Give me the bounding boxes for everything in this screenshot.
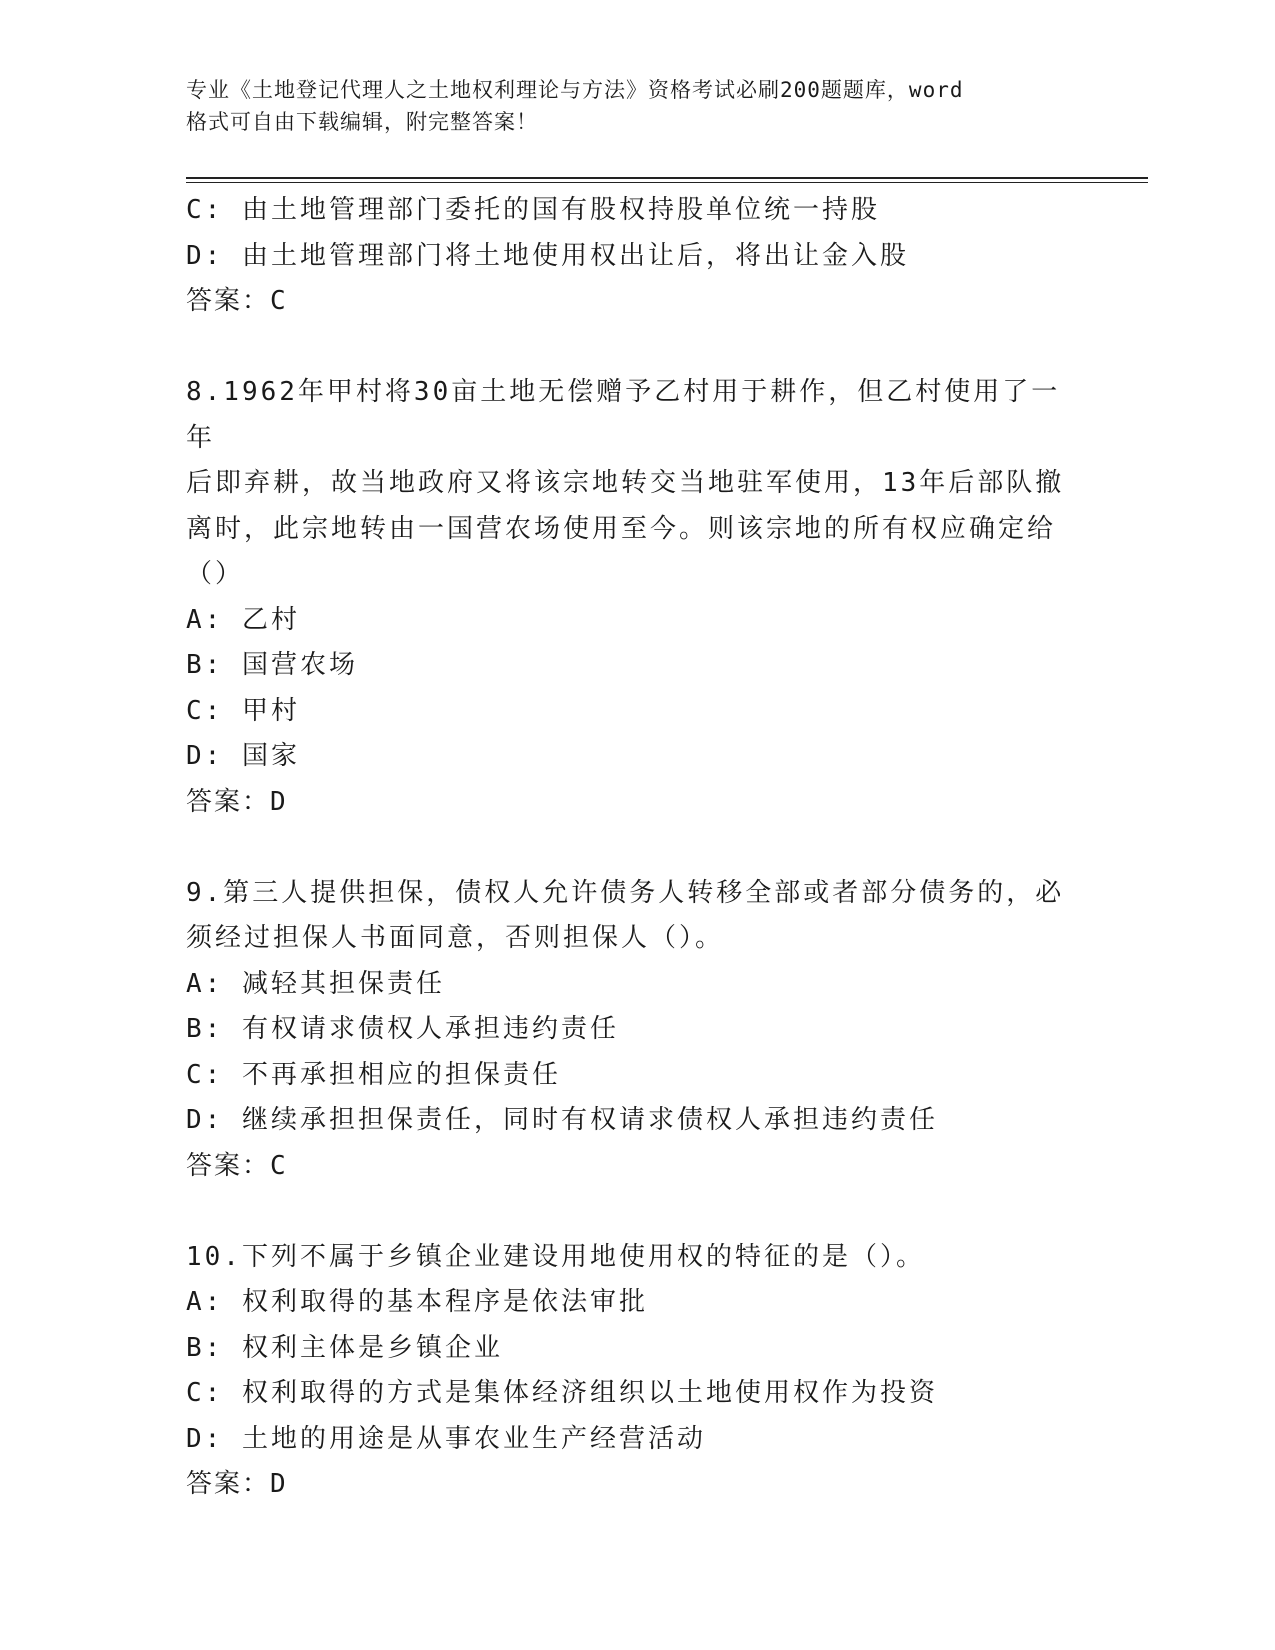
- question-10: [186, 1235, 1086, 1508]
- question-stem-line: 8.1962年甲村将30亩土地无偿赠予乙村用于耕作，但乙村使用了一年: [186, 377, 1061, 453]
- spacer: [186, 1189, 1086, 1235]
- header-line-1: 专业《土地登记代理人之土地权利理论与方法》资格考试必刷200题题库，word: [186, 78, 964, 102]
- spacer: [186, 325, 1086, 371]
- answer-line: 答案：D: [186, 1469, 288, 1499]
- header-divider-thin: [186, 182, 1148, 183]
- option-c: C: 权利取得的方式是集体经济组织以土地使用权作为投资: [186, 1378, 938, 1408]
- question-stem-line: 须经过担保人书面同意，否则担保人（）。: [186, 923, 725, 953]
- answer-line: 答案：C: [186, 286, 288, 316]
- header-divider-thick: [186, 177, 1148, 179]
- answer-line: 答案：D: [186, 786, 288, 817]
- option-d: D: 由土地管理部门将土地使用权出让后，将出让金入股: [186, 240, 909, 271]
- answer-line: 答案：C: [186, 1150, 288, 1181]
- option-a: A: 乙村: [186, 604, 300, 635]
- question-stem-line: 9.第三人提供担保，债权人允许债务人转移全部或者部分债务的，必: [186, 877, 1065, 908]
- option-d: D: 继续承担担保责任，同时有权请求债权人承担违约责任: [186, 1105, 938, 1135]
- question-content: [186, 188, 1086, 1508]
- document-header: [186, 74, 1066, 138]
- option-d: D: 国家: [186, 741, 300, 771]
- option-a: A: 减轻其担保责任: [186, 968, 445, 999]
- option-d: D: 土地的用途是从事农业生产经营活动: [186, 1423, 706, 1454]
- option-b: B: 有权请求债权人承担违约责任: [186, 1014, 619, 1044]
- question-stem-line: 10.下列不属于乡镇企业建设用地使用权的特征的是（）。: [186, 1241, 925, 1272]
- option-c: C: 由土地管理部门委托的国有股权持股单位统一持股: [186, 195, 880, 225]
- option-a: A: 权利取得的基本程序是依法审批: [186, 1287, 648, 1317]
- question-stem-line: （）: [186, 559, 245, 589]
- option-c: C: 甲村: [186, 695, 300, 726]
- header-line-2: 格式可自由下载编辑，附完整答案！: [186, 110, 538, 134]
- question-9: [186, 871, 1086, 1190]
- option-c: C: 不再承担相应的担保责任: [186, 1059, 561, 1090]
- spacer: [186, 825, 1086, 871]
- option-b: B: 国营农场: [186, 650, 358, 680]
- question-8: [186, 370, 1086, 825]
- option-b: B: 权利主体是乡镇企业: [186, 1332, 503, 1363]
- question-stem-line: 离时，此宗地转由一国营农场使用至今。则该宗地的所有权应确定给: [186, 513, 1057, 544]
- question-7-continued: [186, 188, 1086, 325]
- question-stem-line: 后即弃耕，故当地政府又将该宗地转交当地驻军使用，13年后部队撤: [186, 468, 1065, 498]
